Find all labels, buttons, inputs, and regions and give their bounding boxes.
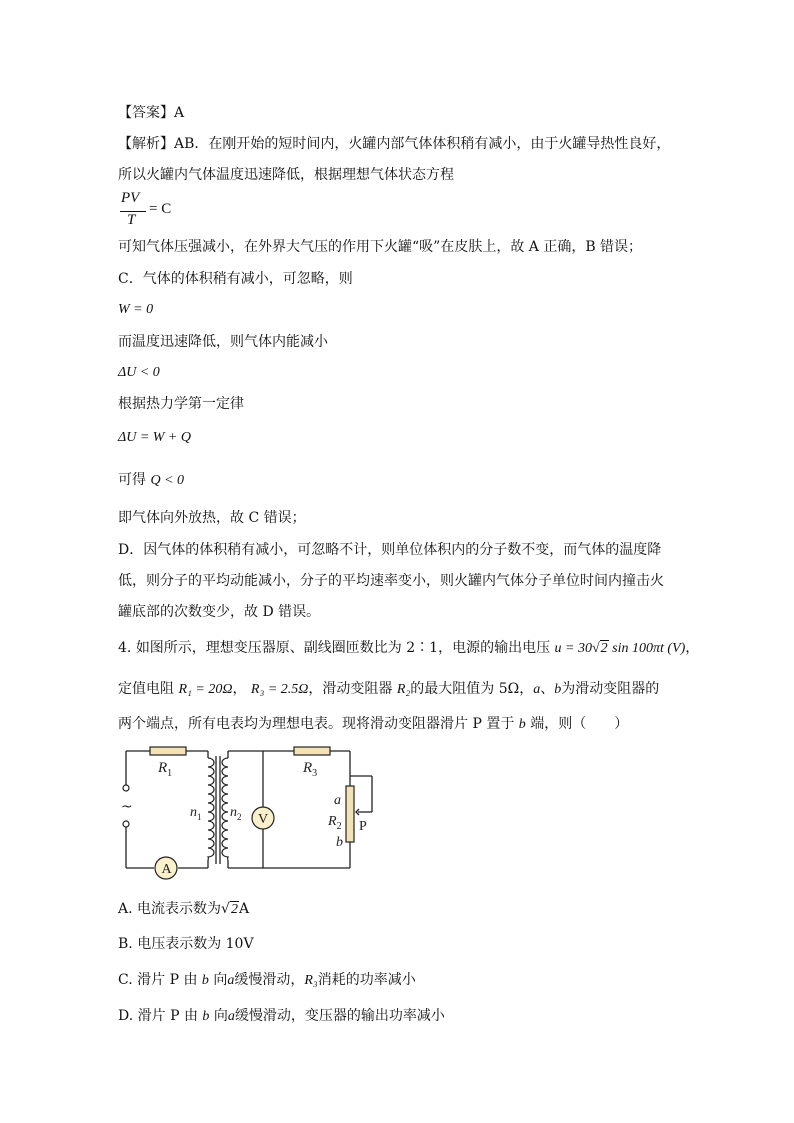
equation-work: W = 0 <box>118 302 154 317</box>
secondary-coil-icon <box>222 758 228 860</box>
option-c: C. 滑片 P 由 b 向a缓慢滑动，R₃消耗的功率减小 <box>118 972 416 988</box>
analysis-line-1: 【解析】AB．在刚开始的短时间内，火罐内部气体体积稍有减小，由于火罐导热性良好， <box>118 136 671 152</box>
source-terminal-bottom <box>123 821 129 827</box>
end-a-label: a <box>334 793 341 808</box>
primary-coil-icon <box>208 758 214 860</box>
resistor-r1 <box>150 747 186 755</box>
ideal-gas-equation <box>118 190 178 234</box>
question-line-1: 4. 如图所示，理想变压器原、副线圈匝数比为 2∶1，电源的输出电压 u = 30√2 sin 100πt (V)， <box>118 640 700 656</box>
end-b-label: b <box>336 835 343 850</box>
question-line-3: 两个端点，所有电表均为理想电表。现将滑动变阻器滑片 P 置于 b 端，则（ ） <box>118 716 629 732</box>
analysis-line-8: 即气体向外放热，故 C 错误； <box>118 510 306 526</box>
equation-denominator: T <box>127 212 136 228</box>
analysis-line-4: C．气体的体积稍有减小，可忽略，则 <box>118 271 353 287</box>
source-terminal-top <box>123 785 129 791</box>
n1-label: $n_1$ <box>190 805 202 822</box>
equation-rhs: = C <box>149 201 172 217</box>
r2-label: $R_2$ <box>328 814 342 832</box>
ac-source-icon: ~ <box>121 799 133 815</box>
analysis-label: 【解析】 <box>118 136 174 152</box>
analysis-line-7: 可得 Q < 0 <box>118 472 185 488</box>
rheostat-r2 <box>346 786 354 842</box>
analysis-line-9: D．因气体的体积稍有减小，可忽略不计，则单位体积内的分子数不变，而气体的温度降 <box>118 542 662 558</box>
analysis-line-2: 所以火罐内气体温度迅速降低，根据理想气体状态方程 <box>118 167 454 183</box>
voltmeter-label: V <box>258 812 269 827</box>
question-line-2: 定值电阻 R₁ = 20Ω， R₃ = 2.5Ω，滑动变阻器 R₂的最大阻值为 5Ω，a、b为滑动变阻器的 <box>118 681 660 697</box>
option-a: A. 电流表示数为√2A <box>118 901 250 917</box>
equation-first-law: ΔU = W + Q <box>118 430 191 445</box>
r3-expression: R₃ = 2.5Ω <box>250 682 309 697</box>
answer-value: A <box>174 105 185 121</box>
answer-line <box>118 103 184 123</box>
analysis-line-6: 根据热力学第一定律 <box>118 396 244 412</box>
analysis-line-10: 低，则分子的平均动能减小，分子的平均速率变小，则火罐内气体分子单位时间内撞击火 <box>118 573 664 589</box>
ammeter-label: A <box>161 862 172 877</box>
resistor-r3 <box>294 747 330 755</box>
r3-label: $R_3$ <box>303 760 318 779</box>
n2-label: $n_2$ <box>230 805 242 822</box>
analysis-line-5: 而温度迅速降低，则气体内能减小 <box>118 334 328 350</box>
question-number: 4. <box>118 640 132 656</box>
equation-q: Q < 0 <box>150 473 185 488</box>
voltage-expression: u = 30√2 sin 100πt (V) <box>554 641 686 656</box>
option-b: B. 电压表示数为 10V <box>118 936 254 952</box>
slider-p-label: P <box>359 819 367 834</box>
analysis-line-11: 罐底部的次数变少，故 D 错误。 <box>118 604 321 620</box>
equation-numerator: PV <box>121 190 140 206</box>
r1-label: $R_1$ <box>158 760 173 779</box>
r1-expression: R₁ = 20Ω <box>178 682 233 697</box>
option-d: D. 滑片 P 由 b 向a缓慢滑动，变压器的输出功率减小 <box>118 1008 445 1024</box>
equation-delta-u: ΔU < 0 <box>118 365 160 380</box>
analysis-line-3: 可知气体压强减小，在外界大气压的作用下火罐“吸”在皮肤上，故 A 正确，B 错误； <box>118 239 643 255</box>
transformer-circuit-diagram <box>118 746 388 886</box>
answer-label: 【答案】 <box>118 105 174 121</box>
